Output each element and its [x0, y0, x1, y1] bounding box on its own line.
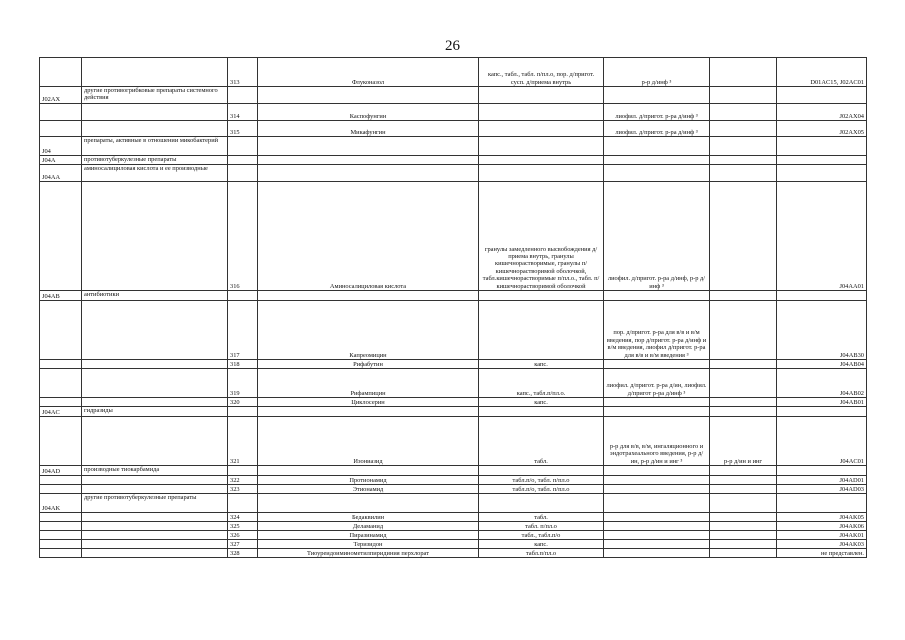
group-name-cell: производные тиокарбамида	[82, 466, 228, 476]
table-row	[40, 549, 867, 558]
form-extra-cell	[604, 291, 710, 301]
form-extra-cell: лиофил. д/пригот. р-ра д/ин, лиофил. д/пригот р-ра д/инф ³	[604, 369, 710, 398]
row-number-cell: 326	[228, 531, 258, 540]
form-cell	[479, 301, 604, 360]
group-name-cell	[82, 485, 228, 494]
drug-name-cell	[258, 156, 479, 165]
atc-code-cell	[40, 121, 82, 137]
group-name-cell	[82, 182, 228, 291]
row-number-cell	[228, 407, 258, 417]
form-cell: табл.	[479, 513, 604, 522]
row-number-cell	[228, 494, 258, 513]
drug-name-cell: Рифампицин	[258, 369, 479, 398]
atc-ref-cell: D01AC15, J02AC01	[777, 58, 867, 87]
drug-name-cell: Деламанид	[258, 522, 479, 531]
atc-ref-cell: J04AK01	[777, 531, 867, 540]
atc-code-cell: J04AA	[40, 165, 82, 182]
form-extra2-cell	[710, 360, 777, 369]
group-name-cell	[82, 513, 228, 522]
drug-name-cell	[258, 291, 479, 301]
row-number-cell: 315	[228, 121, 258, 137]
table-row	[40, 182, 867, 291]
form-extra-cell	[604, 485, 710, 494]
table-row	[40, 531, 867, 540]
atc-code-cell: J04AC	[40, 407, 82, 417]
form-extra-cell	[604, 540, 710, 549]
form-extra2-cell	[710, 531, 777, 540]
group-name-cell: аминосалициловая кислота и ее производные	[82, 165, 228, 182]
atc-code-cell	[40, 540, 82, 549]
form-extra-cell: лиофил. д/пригот. р-ра д/инф, р-р д/инф ³	[604, 182, 710, 291]
group-name-cell	[82, 360, 228, 369]
form-cell: капс.	[479, 540, 604, 549]
group-name-cell: препараты, активные в отношении микобактерий	[82, 137, 228, 156]
form-extra2-cell	[710, 476, 777, 485]
atc-code-cell	[40, 104, 82, 121]
atc-ref-cell: J04AD01	[777, 476, 867, 485]
form-cell: табл., табл.п/о	[479, 531, 604, 540]
row-number-cell: 313	[228, 58, 258, 87]
form-extra2-cell	[710, 369, 777, 398]
form-extra2-cell	[710, 407, 777, 417]
atc-code-cell	[40, 182, 82, 291]
row-number-cell	[228, 291, 258, 301]
group-row	[40, 156, 867, 165]
atc-code-cell: J04AK	[40, 494, 82, 513]
group-row	[40, 291, 867, 301]
form-extra2-cell	[710, 156, 777, 165]
row-number-cell: 327	[228, 540, 258, 549]
drug-name-cell	[258, 165, 479, 182]
atc-code-cell	[40, 485, 82, 494]
row-number-cell: 324	[228, 513, 258, 522]
form-extra-cell: лиофил. д/пригот. р-ра д/инф ³	[604, 121, 710, 137]
group-name-cell: другие противогрибковые препараты системного действия	[82, 87, 228, 104]
drug-name-cell: Пиразинамид	[258, 531, 479, 540]
row-number-cell	[228, 156, 258, 165]
drug-name-cell	[258, 466, 479, 476]
drug-list-table	[39, 57, 867, 558]
atc-ref-cell: J04AC01	[777, 417, 867, 466]
row-number-cell: 323	[228, 485, 258, 494]
drug-name-cell: Циклосерин	[258, 398, 479, 407]
form-cell	[479, 407, 604, 417]
form-cell	[479, 87, 604, 104]
table-row	[40, 121, 867, 137]
row-number-cell: 317	[228, 301, 258, 360]
drug-name-cell: Микафунгин	[258, 121, 479, 137]
atc-code-cell	[40, 531, 82, 540]
atc-ref-cell	[777, 494, 867, 513]
atc-code-cell	[40, 360, 82, 369]
atc-ref-cell: J02AX04	[777, 104, 867, 121]
drug-name-cell	[258, 137, 479, 156]
table-row	[40, 522, 867, 531]
atc-code-cell	[40, 417, 82, 466]
group-row	[40, 165, 867, 182]
form-extra2-cell	[710, 513, 777, 522]
form-cell: табл.п/о, табл. п/пл.о	[479, 476, 604, 485]
form-cell	[479, 466, 604, 476]
group-name-cell	[82, 417, 228, 466]
form-extra-cell	[604, 513, 710, 522]
form-extra2-cell	[710, 522, 777, 531]
row-number-cell: 316	[228, 182, 258, 291]
group-name-cell	[82, 301, 228, 360]
group-name-cell	[82, 549, 228, 558]
form-cell: табл.	[479, 417, 604, 466]
row-number-cell: 321	[228, 417, 258, 466]
atc-ref-cell: J04AB02	[777, 369, 867, 398]
row-number-cell: 322	[228, 476, 258, 485]
table-row	[40, 513, 867, 522]
form-cell	[479, 494, 604, 513]
atc-code-cell	[40, 513, 82, 522]
group-name-cell	[82, 522, 228, 531]
row-number-cell: 318	[228, 360, 258, 369]
atc-code-cell	[40, 301, 82, 360]
row-number-cell	[228, 165, 258, 182]
atc-ref-cell	[777, 466, 867, 476]
atc-code-cell: J04	[40, 137, 82, 156]
group-name-cell	[82, 398, 228, 407]
form-extra-cell: лиофил. д/пригот. р-ра д/инф ³	[604, 104, 710, 121]
atc-code-cell	[40, 476, 82, 485]
form-extra2-cell: р-р д/ин и инг	[710, 417, 777, 466]
atc-ref-cell	[777, 137, 867, 156]
atc-ref-cell: J04AB30	[777, 301, 867, 360]
form-extra-cell: пор. д/пригот. р-ра для в/в и в/м введения, пор д/пригот. р-ра д/инф и в/м введения, лиофил д/пригот. р-ра для в/в и в/м введения ³	[604, 301, 710, 360]
group-name-cell	[82, 58, 228, 87]
drug-name-cell: Тиоуреидоиминометилпиридиния перхлорат	[258, 549, 479, 558]
form-cell: табл.п/о, табл. п/пл.о	[479, 485, 604, 494]
drug-name-cell: Бедаквилин	[258, 513, 479, 522]
form-extra-cell	[604, 360, 710, 369]
drug-name-cell: Рифабутин	[258, 360, 479, 369]
group-name-cell	[82, 540, 228, 549]
form-extra2-cell	[710, 58, 777, 87]
group-name-cell: гидразиды	[82, 407, 228, 417]
form-cell	[479, 137, 604, 156]
form-extra-cell	[604, 407, 710, 417]
atc-code-cell: J02AX	[40, 87, 82, 104]
atc-code-cell	[40, 369, 82, 398]
form-extra2-cell	[710, 165, 777, 182]
form-cell	[479, 156, 604, 165]
form-extra-cell	[604, 476, 710, 485]
table-row	[40, 369, 867, 398]
row-number-cell: 314	[228, 104, 258, 121]
form-extra-cell	[604, 165, 710, 182]
group-name-cell: противотуберкулезные препараты	[82, 156, 228, 165]
table-row	[40, 104, 867, 121]
form-cell	[479, 121, 604, 137]
atc-code-cell: J04AB	[40, 291, 82, 301]
atc-code-cell	[40, 522, 82, 531]
drug-name-cell: Капреомицин	[258, 301, 479, 360]
row-number-cell: 328	[228, 549, 258, 558]
group-row	[40, 87, 867, 104]
atc-code-cell	[40, 398, 82, 407]
atc-code-cell: J04A	[40, 156, 82, 165]
form-extra-cell: р-р для в/в, в/м, ингаляционного и эндотрахеального введения, р-р д/ин, р-р д/ин и инг ³	[604, 417, 710, 466]
form-extra2-cell	[710, 182, 777, 291]
form-extra2-cell	[710, 466, 777, 476]
drug-name-cell	[258, 494, 479, 513]
form-cell: капс., табл., табл. п/пл.о, пор. д/пригот. сусп. д/приема внутрь	[479, 58, 604, 87]
atc-ref-cell: J02AX05	[777, 121, 867, 137]
row-number-cell	[228, 466, 258, 476]
table-row	[40, 476, 867, 485]
atc-code-cell	[40, 58, 82, 87]
atc-ref-cell	[777, 407, 867, 417]
drug-name-cell	[258, 87, 479, 104]
form-extra-cell	[604, 466, 710, 476]
atc-ref-cell: J04AB01	[777, 398, 867, 407]
form-extra-cell	[604, 494, 710, 513]
group-row	[40, 137, 867, 156]
table-row	[40, 398, 867, 407]
row-number-cell	[228, 87, 258, 104]
atc-ref-cell: J04AA01	[777, 182, 867, 291]
drug-name-cell	[258, 407, 479, 417]
drug-name-cell: Флуконазол	[258, 58, 479, 87]
form-extra-cell	[604, 522, 710, 531]
form-extra2-cell	[710, 485, 777, 494]
group-name-cell	[82, 476, 228, 485]
group-name-cell	[82, 104, 228, 121]
atc-ref-cell: J04AD03	[777, 485, 867, 494]
group-row	[40, 407, 867, 417]
form-extra2-cell	[710, 291, 777, 301]
table-row	[40, 301, 867, 360]
form-cell	[479, 104, 604, 121]
atc-ref-cell: J04AK03	[777, 540, 867, 549]
table-row	[40, 540, 867, 549]
table-row	[40, 360, 867, 369]
form-extra-cell	[604, 87, 710, 104]
form-extra-cell	[604, 156, 710, 165]
form-cell: капс.	[479, 360, 604, 369]
row-number-cell: 319	[228, 369, 258, 398]
form-extra2-cell	[710, 494, 777, 513]
drug-name-cell: Аминосалициловая кислота	[258, 182, 479, 291]
atc-ref-cell: не представлен.	[777, 549, 867, 558]
drug-name-cell: Каспофунгин	[258, 104, 479, 121]
group-name-cell: антибиотики	[82, 291, 228, 301]
form-extra2-cell	[710, 398, 777, 407]
group-name-cell	[82, 531, 228, 540]
form-extra2-cell	[710, 540, 777, 549]
atc-code-cell: J04AD	[40, 466, 82, 476]
form-cell	[479, 291, 604, 301]
form-extra-cell	[604, 549, 710, 558]
form-extra2-cell	[710, 549, 777, 558]
atc-ref-cell	[777, 156, 867, 165]
form-cell: капс.	[479, 398, 604, 407]
drug-name-cell: Протионамид	[258, 476, 479, 485]
page-number: 26	[445, 38, 460, 54]
row-number-cell: 325	[228, 522, 258, 531]
group-name-cell	[82, 121, 228, 137]
group-row	[40, 466, 867, 476]
atc-code-cell	[40, 549, 82, 558]
atc-ref-cell: J04AK05	[777, 513, 867, 522]
form-cell: табл.п/пл.о	[479, 549, 604, 558]
form-cell: капс., табл.п/пл.о.	[479, 369, 604, 398]
atc-ref-cell	[777, 291, 867, 301]
drug-name-cell: Изониазид	[258, 417, 479, 466]
group-name-cell: другие противотуберкулезные препараты	[82, 494, 228, 513]
form-cell	[479, 165, 604, 182]
form-extra2-cell	[710, 137, 777, 156]
atc-ref-cell: J04AK06	[777, 522, 867, 531]
table-row	[40, 485, 867, 494]
form-extra-cell	[604, 137, 710, 156]
group-name-cell	[82, 369, 228, 398]
form-cell: гранулы замедленного высвобождения д/приема внутрь, гранулы кишечнорастворимые, гранулы п/кишечнорастворимой оболочкой, табл.кишечнорастворимые п/пл.о., табл. п/кишечнорастворимой оболочкой	[479, 182, 604, 291]
form-cell: табл. п/пл.о	[479, 522, 604, 531]
form-extra-cell: р-р д/инф ³	[604, 58, 710, 87]
table-row	[40, 58, 867, 87]
form-extra-cell	[604, 531, 710, 540]
table-row	[40, 417, 867, 466]
atc-ref-cell	[777, 165, 867, 182]
group-row	[40, 494, 867, 513]
row-number-cell: 320	[228, 398, 258, 407]
row-number-cell	[228, 137, 258, 156]
atc-ref-cell: J04AB04	[777, 360, 867, 369]
drug-name-cell: Этионамид	[258, 485, 479, 494]
atc-ref-cell	[777, 87, 867, 104]
form-extra-cell	[604, 398, 710, 407]
form-extra2-cell	[710, 121, 777, 137]
form-extra2-cell	[710, 104, 777, 121]
form-extra2-cell	[710, 87, 777, 104]
form-extra2-cell	[710, 301, 777, 360]
drug-name-cell: Теризидон	[258, 540, 479, 549]
